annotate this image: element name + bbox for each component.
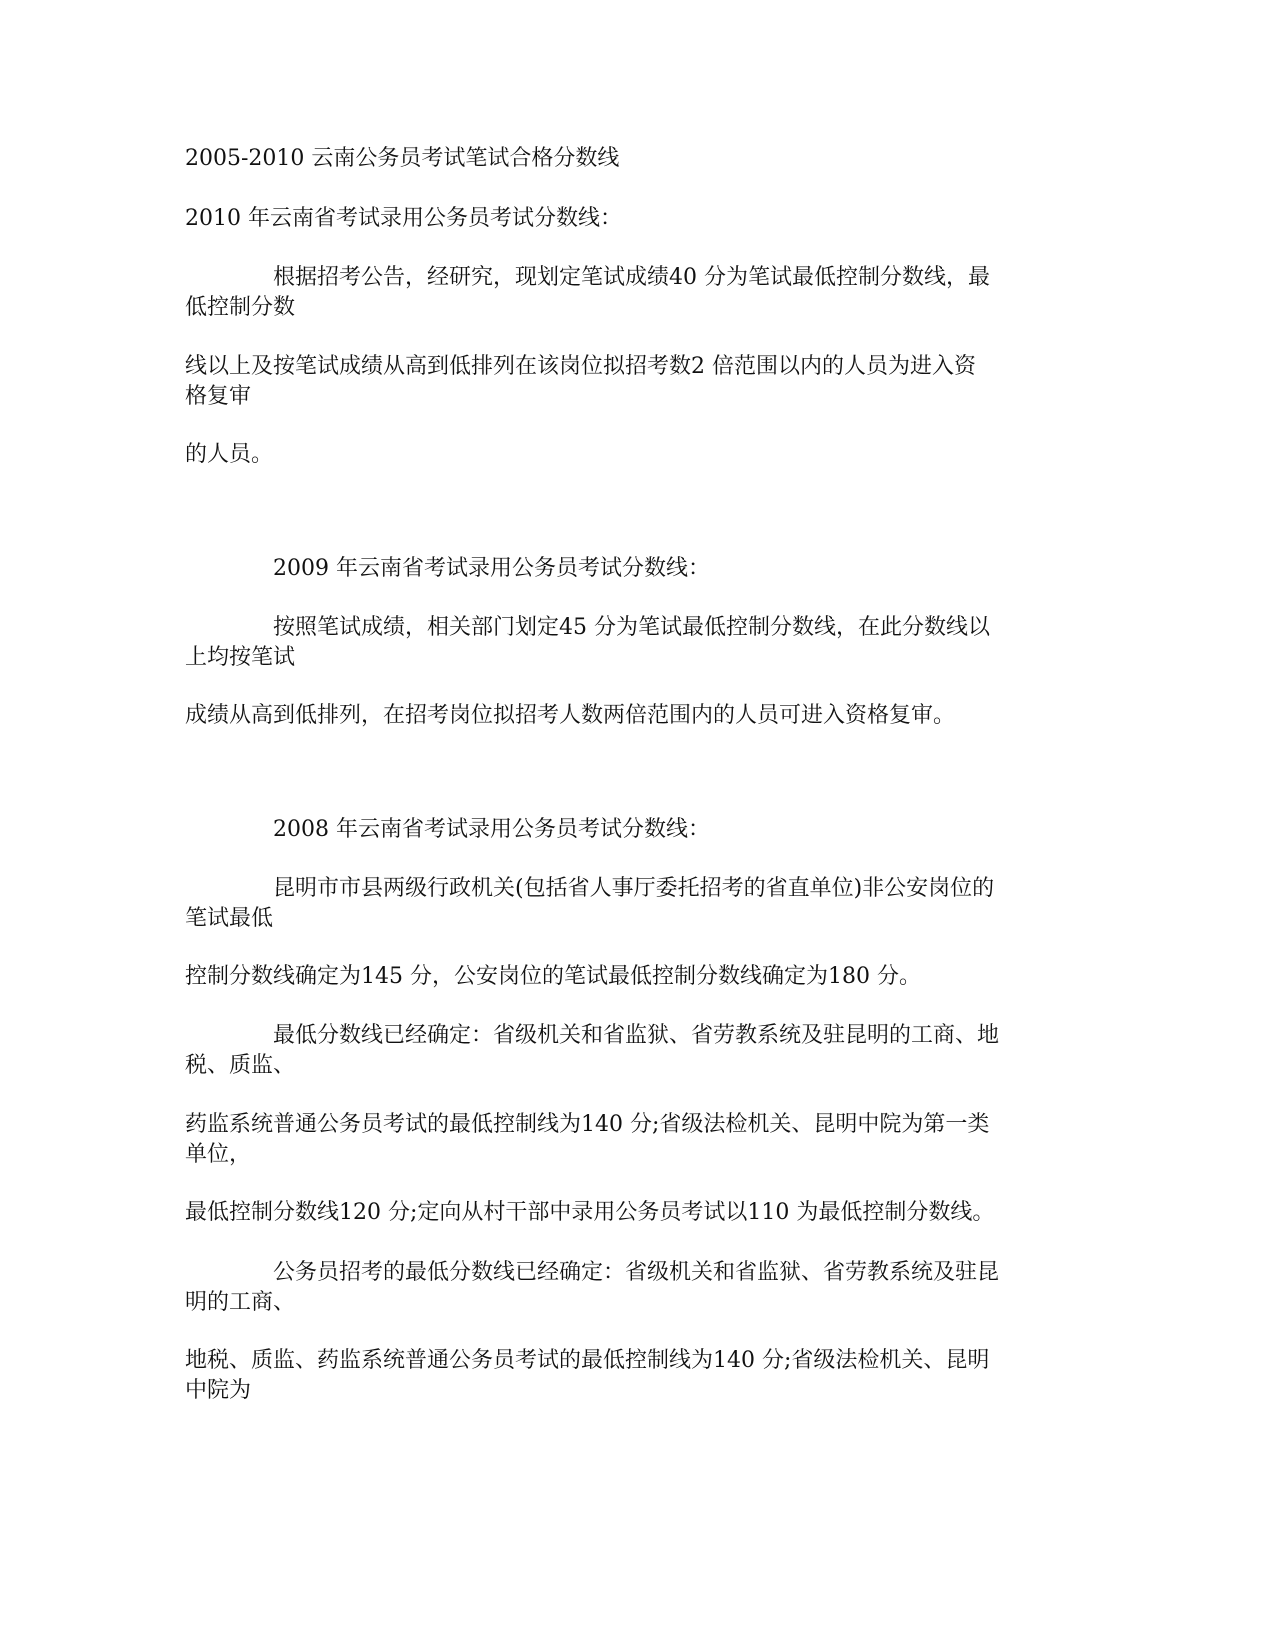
paragraph-line: 中院为: [185, 1378, 252, 1403]
paragraph-line: 根据招考公告，经研究，现划定笔试成绩40 分为笔试最低控制分数线，最: [273, 265, 990, 290]
paragraph-line: 昆明市市县两级行政机关(包括省人事厅委托招考的省直单位)非公安岗位的: [273, 876, 995, 901]
document-title: [185, 144, 1085, 174]
paragraph-line: 线以上及按笔试成绩从高到低排列在该岗位拟招考数2 倍范围以内的人员为进入资: [185, 354, 976, 379]
heading-text: 2008 年云南省考试录用公务员考试分数线：: [273, 817, 710, 842]
paragraph-line: 最低控制分数线120 分;定向从村干部中录用公务员考试以110 为最低控制分数线。: [185, 1200, 995, 1225]
paragraph-line: 税、质监、: [185, 1053, 296, 1078]
paragraph-line: 药监系统普通公务员考试的最低控制线为140 分;省级法检机关、昆明中院为第一类: [185, 1112, 990, 1137]
paragraph-line: 低控制分数: [185, 295, 296, 320]
heading-text: 2009 年云南省考试录用公务员考试分数线：: [273, 556, 710, 581]
paragraph-line: 公务员招考的最低分数线已经确定：省级机关和省监狱、省劳教系统及驻昆: [273, 1260, 1000, 1285]
section-2008-paragraph-2: [185, 962, 1085, 992]
section-2008-paragraph-7: [185, 1346, 1085, 1406]
paragraph-line: 地税、质监、药监系统普通公务员考试的最低控制线为140 分;省级法检机关、昆明: [185, 1348, 990, 1373]
section-2008-paragraph-1: [185, 874, 1085, 934]
paragraph-line: 成绩从高到低排列，在招考岗位拟招考人数两倍范围内的人员可进入资格复审。: [185, 703, 956, 728]
section-2008-paragraph-6: [185, 1258, 1085, 1318]
paragraph-line: 单位，: [185, 1142, 252, 1167]
heading-text: 2010 年云南省考试录用公务员考试分数线：: [185, 206, 622, 231]
paragraph-line: 的人员。: [185, 442, 274, 467]
section-2008-paragraph-3: [185, 1021, 1085, 1081]
section-2009-heading: [185, 554, 1085, 584]
paragraph-line: 控制分数线确定为145 分，公安岗位的笔试最低控制分数线确定为180 分。: [185, 964, 921, 989]
section-2010-paragraph-1: [185, 263, 1085, 323]
section-2009-paragraph-1: [185, 613, 1085, 673]
paragraph-line: 上均按笔试: [185, 645, 296, 670]
paragraph-line: 格复审: [185, 384, 252, 409]
section-2010-paragraph-2: [185, 352, 1085, 412]
section-2008-heading: [185, 815, 1085, 845]
title-text: 2005-2010 云南公务员考试笔试合格分数线: [185, 146, 620, 171]
paragraph-line: 按照笔试成绩，相关部门划定45 分为笔试最低控制分数线，在此分数线以: [273, 615, 990, 640]
paragraph-line: 最低分数线已经确定：省级机关和省监狱、省劳教系统及驻昆明的工商、地: [273, 1023, 1000, 1048]
paragraph-line: 笔试最低: [185, 906, 274, 931]
section-2010-heading: [185, 204, 1085, 234]
section-2008-paragraph-5: [185, 1198, 1085, 1228]
section-2010-paragraph-3: [185, 440, 1085, 470]
section-2008-paragraph-4: [185, 1110, 1085, 1170]
paragraph-line: 明的工商、: [185, 1290, 296, 1315]
section-2009-paragraph-2: [185, 701, 1085, 731]
